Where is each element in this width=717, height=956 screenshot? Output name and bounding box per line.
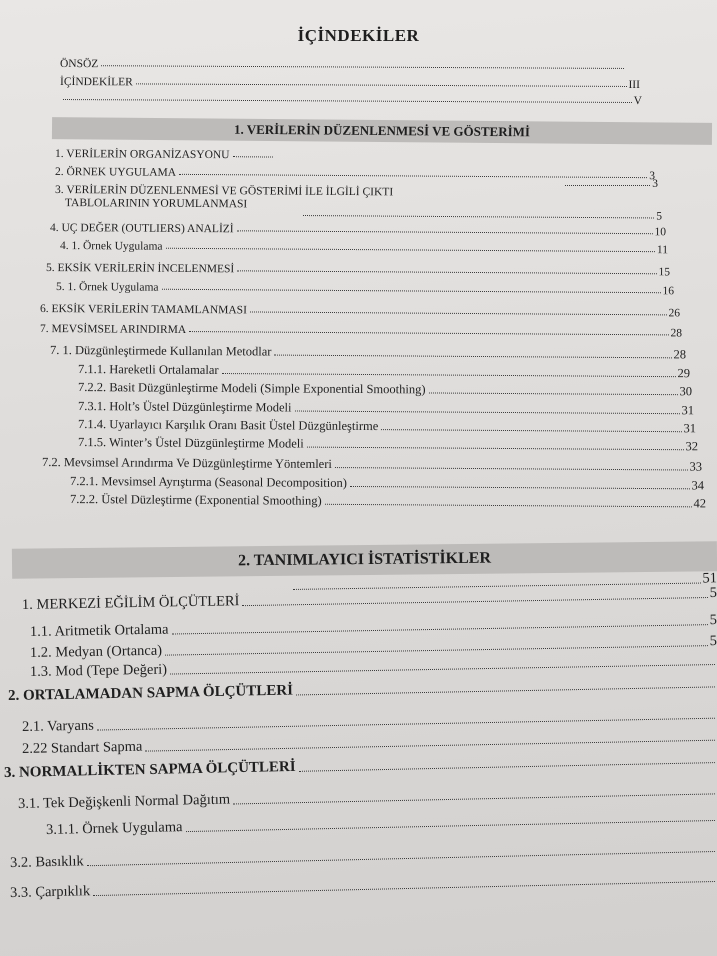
toc-entry-onsoz [60,58,626,73]
toc-entry-label: 1.3. Mod (Tepe Değeri) [29,661,168,680]
leader-dots [162,289,661,293]
toc-entry-icindekiler [60,76,640,91]
toc-entry [40,303,680,319]
toc-entry-page: 16 [662,285,675,298]
toc-entry [18,781,717,813]
toc-entry [42,455,702,475]
toc-entry-label: İÇİNDEKİLER [59,76,133,89]
leader-dots [350,486,690,489]
toc-entry [46,262,670,278]
toc-entry-label: 2.1. Varyans [21,717,94,735]
leader-dots [233,156,273,157]
toc-entry-page: 28 [673,347,687,362]
toc-entry-page: 3 [652,178,658,190]
toc-entry-label: 3.2. Basıklık [9,853,84,871]
toc-entry-page: 31 [683,421,697,436]
toc-entry-page: 5 [709,612,717,629]
toc-entry-label: 7.1.4. Uyarlayıcı Karşılık Oranı Basit Üstel Düzgünleştirme [77,417,379,434]
toc-entry [50,343,686,362]
toc-entry-label: 3.3. Çarpıklık [9,883,91,901]
toc-entry-label: 1.1. Aritmetik Ortalama [29,621,169,640]
leader-dots [87,851,715,866]
leader-dots [381,429,681,432]
leader-dots [242,597,707,606]
toc-entry-page: 42 [693,496,707,511]
toc-entry-label: 7.2.1. Mevsimsel Ayrıştırma (Seasonal Decomposition) [69,474,347,490]
toc-entry-label: 5. 1. Örnek Uygulama [55,281,159,294]
toc-entry-label: 1.2. Medyan (Ortanca) [29,642,163,661]
leader-dots [233,793,715,804]
section-heading-2: 2. TANIMLAYICI İSTATİSTİKLER [12,541,717,578]
toc-entry-page: III [628,78,641,92]
toc-entry-label: 2. ÖRNEK UYGULAMA [54,166,177,179]
toc-entry-page: 34 [691,478,705,493]
toc-entry-page: 28 [670,327,683,340]
toc-entry-label: 4. UÇ DEĞER (OUTLIERS) ANALİZİ [49,222,234,236]
leader-dots [186,820,715,832]
toc-entry-label: 6. EKSİK VERİLERİN TAMAMLANMASI [39,303,247,317]
toc-entry [40,323,682,339]
toc-entry-continuation [60,92,642,107]
toc-entry-label: 3.1.1. Örnek Uygulama [45,819,183,838]
toc-entry-page: 5 [656,210,663,223]
toc-entry-label: 7.1.5. Winter’s Üstel Düzgünleştirme Modeli [77,435,304,451]
toc-entry-page: 5 [709,584,717,601]
toc-entry-page: 29 [677,366,691,381]
leader-dots [170,664,715,675]
leader-dots [429,392,678,395]
toc-entry-page: 11 [656,244,669,257]
toc-entry [50,222,666,238]
toc-entry-page: 26 [668,307,681,320]
toc-entry [56,281,674,297]
leader-dots [565,185,650,186]
leader-dots [335,467,688,470]
leader-dots [325,504,692,508]
toc-entry-page: 33 [689,459,703,474]
leader-dots [189,331,668,335]
leader-dots [166,248,655,252]
toc-entry-page: 32 [685,439,699,454]
toc-entry-page-only [562,178,658,190]
toc-entry [78,362,690,381]
toc-entry [46,808,717,839]
leader-dots [145,740,714,752]
toc-entry-label: 3. VERİLERİN DÜZENLENMESİ VE GÖSTERİMİ İLE İLGİLİ ÇIKTI [55,184,394,199]
leader-dots [136,83,627,87]
toc-entry-label: 1. MERKEZİ EĞİLİM ÖLÇÜTLERİ [21,593,240,613]
toc-entry-label: 3. NORMALLİKTEN SAPMA ÖLÇÜTLERİ [3,758,296,781]
toc-entry-page: 31 [681,403,695,418]
toc-entry-label: 2. ORTALAMADAN SAPMA ÖLÇÜTLERİ [7,682,294,704]
toc-entry-label: 7.2.2. Üstel Düzleştirme (Exponential Smoothing) [69,492,322,508]
toc-entry [70,474,704,493]
toc-entry-label: 2.22 Standart Sapma [21,738,143,757]
toc-entry-label: 1. VERİLERİN ORGANİZASYONU [54,148,230,162]
toc-entry [78,399,694,418]
leader-dots [303,215,654,218]
toc-entry [60,240,668,256]
toc-entry [55,148,275,162]
toc-entry-label: 7.3.1. Holt’s Üstel Düzgünleştirme Modeli [77,399,292,415]
toc-entry-label: 3.1. Tek Değişkenli Normal Dağıtım [17,791,231,812]
leader-dots [101,65,624,69]
leader-dots [295,411,680,415]
toc-entry-label: 7.1.1. Hareketli Ortalamalar [77,362,219,377]
toc-entry [78,380,692,399]
toc-entry [78,417,696,436]
leader-dots [274,355,671,359]
toc-entry-page: 5 [709,633,717,650]
toc-entry [10,839,717,872]
leader-dots [63,99,632,103]
toc-entry-label: 5. EKSİK VERİLERİN İNCELENMESİ [45,262,235,276]
toc-entry-label: 4. 1. Örnek Uygulama [59,240,163,253]
toc-entry-page: 51 [702,570,717,587]
leader-dots [307,447,684,451]
leader-dots [222,373,676,377]
toc-entry-label: ÖNSÖZ [59,58,99,71]
leader-dots [299,762,715,772]
toc-entry-page: 10 [654,226,667,239]
toc-entry [70,492,706,511]
leader-dots [172,624,708,634]
section-heading-1: 1. VERİLERİN DÜZENLENMESİ VE GÖSTERİMİ [52,117,712,145]
toc-entry [78,435,698,454]
toc-entry-label: 7.2. Mevsimsel Arındırma Ve Düzgünleştirme Yöntemleri [41,455,332,472]
leader-dots [93,881,715,896]
toc-entry-page: V [633,95,643,108]
toc-entry-label-cont: TABLOLARININ YORUMLANMASI [64,197,248,211]
leader-dots [237,230,653,234]
toc-entry-label: 7. MEVSİMSEL ARINDIRMA [39,323,187,337]
toc-entry [10,869,717,902]
toc-entry-page: 15 [658,266,671,279]
leader-dots [237,270,656,274]
leader-dots [250,311,667,315]
toc-entry-continuation [300,208,662,223]
toc-entry-label: 7.2.2. Basit Düzgünleştirme Modeli (Simple Exponential Smoothing) [77,380,426,397]
toc-entry-label: 7. 1. Düzgünleştirmede Kullanılan Metodlar [49,343,272,359]
toc-entry-page: 3 [649,170,656,183]
leader-dots [296,686,715,695]
toc-entry-page: 30 [679,384,693,399]
toc-title: İÇİNDEKİLER [297,26,420,45]
